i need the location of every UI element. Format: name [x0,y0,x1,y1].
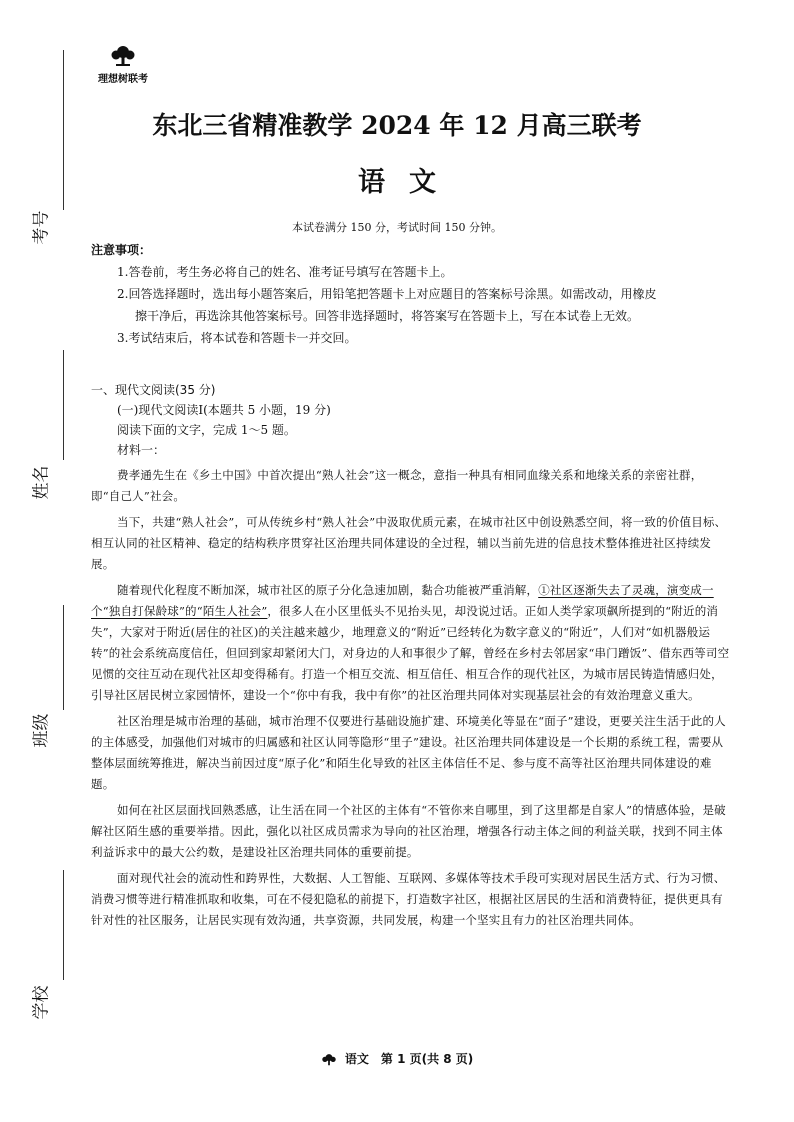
paragraph-2: 当下，共建“熟人社会”，可从传统乡村“熟人社会”中汲取优质元素，在城市社区中创设熟悉空间，将一致的价值目标、相互认同的社区精神、稳定的结构秩序贯穿社区治理共同体建设的全过程，辅以当前先进的信息技术整体推进社区持续发展。 [91,515,727,571]
name-label: 姓名 [31,465,52,500]
note-item-continued: 擦干净后，再选涂其他答案标号。回答非选择题时，将答案写在答题卡上，写在本试卷上无效。 [135,309,640,323]
logo-text: 理想树联考 [98,74,148,85]
footer-text: 语文 第 1 页(共 8 页) [344,1052,474,1066]
page-footer [0,1050,794,1067]
paragraph-3-part-b: ，很多人在小区里低头不见抬头见，却没说过话。正如人类学家项飙所提到的“附近的消失”，大家对于附近(居住的社区)的关注越来越少，地理意义的“附近”已经转化为数字意义的“附近”，人们对“如机器般运转”的社会系统高度信任，但回到家却紧闭大门，对身边的人和事很少了解，曾经在乡村去邻居家“串门蹭饭”、借东西等司空见惯的交往互动在现代社区却变得稀有。打造一个相互交流、相互信任、相互合作的现代社区，为城市居民铸造情感归处，引导社区居民树立家园情怀，建设一个“你中有我，我中有你”的社区治理共同体对实现基层社会的有效治理意义重大。 [91,604,730,702]
tree-logo-icon [321,1053,337,1067]
binding-margin [18,0,78,1122]
page-title: 东北三省精准教学 2024 年 12 月高三联考 [152,111,642,140]
logo [78,44,168,85]
reading-section [91,380,731,936]
school-label: 学校 [31,985,52,1020]
section-title: 一、现代文阅读(35 分) [91,383,216,397]
paragraph-4: 社区治理是城市治理的基础，城市治理不仅要进行基础设施扩建、环境美化等显在“面子”建设，更要关注生活于此的人的主体感受，加强他们对城市的归属感和社区认同等隐形“里子”建设。社区治理共同体建设是一个长期的系统工程，需要从整体层面统筹推进，解决当前因过度“原子化”和陌生化导致的社区主体信任不足、参与度不高等社区治理共同体建设的难题。 [91,714,726,791]
paragraph-1: 费孝通先生在《乡土中国》中首次提出“熟人社会”这一概念，意指一种具有相同血缘关系和地缘关系的亲密社群，即“自己人”社会。 [91,468,703,503]
paragraph-3 [91,580,731,706]
exam-number-label: 考号 [31,210,52,245]
note-item: 3.考试结束后，将本试卷和答题卡一并交回。 [117,331,357,345]
class-line [63,605,64,710]
section-subtitle: (一)现代文阅读Ⅰ(本题共 5 小题，19 分) [117,403,331,417]
paragraph-5: 如何在社区层面找回熟悉感，让生活在同一个社区的主体有“不管你来自哪里，到了这里都是自家人”的情感体验，是破解社区陌生感的重要举措。因此，强化以社区成员需求为导向的社区治理，增强各行动主体之间的利益关联，找到不同主体利益诉求中的最大公约数，是建设社区治理共同体的重要前提。 [91,803,726,859]
notes-block [91,240,731,350]
notes-heading: 注意事项： [91,243,152,257]
subject-title: 语文 [358,167,460,198]
note-item: 2.回答选择题时，选出每小题答案后，用铅笔把答题卡上对应题目的答案标号涂黑。如需改动，用橡皮 [117,287,657,301]
exam-number-line [63,50,64,210]
material-label: 材料一： [117,443,166,457]
underlined-sentence-1: ①社区逐渐失去了灵魂，演变成一个“独自打保龄球”的“陌生人社会” [91,583,714,618]
name-line [63,350,64,460]
section-instruction: 阅读下面的文字，完成 1～5 题。 [117,423,296,437]
paragraph-3-part-a: 随着现代化程度不断加深，城市社区的原子分化急速加剧，黏合功能被严重消解， [117,583,539,597]
school-line [63,870,64,980]
exam-info: 本试卷满分 150 分，考试时间 150 分钟。 [292,221,502,234]
note-item: 1.答卷前，考生务必将自己的姓名、准考证号填写在答题卡上。 [117,265,453,279]
class-label: 班级 [31,713,52,748]
paragraph-6: 面对现代社会的流动性和跨界性，大数据、人工智能、互联网、多媒体等技术手段可实现对居民生活方式、行为习惯、消费习惯等进行精准抓取和收集，可在不侵犯隐私的前提下，打造数字社区，根据社区居民的生活和消费特征，提供更具有针对性的社区服务，让居民实现有效沟通，共享资源，共同发展，构建一个坚实且有力的社区治理共同体。 [91,871,726,927]
tree-logo-icon [110,44,136,68]
